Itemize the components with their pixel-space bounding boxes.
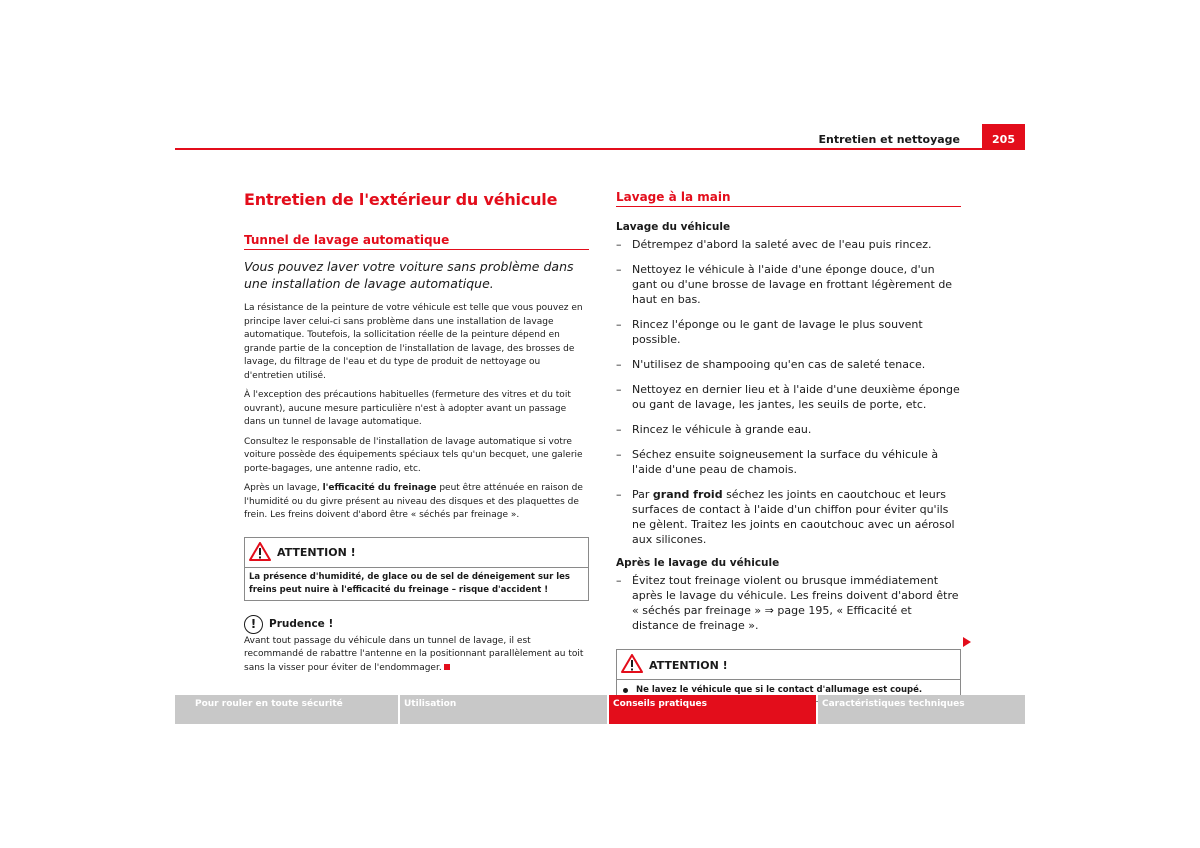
para4-bold: l'efficacité du freinage <box>322 483 437 493</box>
list-item <box>616 262 961 307</box>
continue-arrow-icon <box>963 637 971 647</box>
caution-text <box>244 635 589 676</box>
list-item <box>616 422 961 437</box>
list-item <box>616 487 961 547</box>
dash-marker: – <box>616 358 622 371</box>
dash-marker: – <box>616 383 622 396</box>
list-item-text: N'utilisez de shampooing qu'en cas de saleté tenace. <box>632 358 926 371</box>
warning-text-right-body: Ne lavez le véhicule que si le contact d'allumage est coupé. <box>636 685 923 695</box>
page-number: 205 <box>982 124 1025 150</box>
bullet-icon <box>623 688 628 693</box>
footer-nav <box>175 695 1025 724</box>
list-item-text: Nettoyez en dernier lieu et à l'aide d'une deuxième éponge ou gant de lavage, les jantes, les seuils de porte, etc. <box>632 383 960 411</box>
warning-text: La présence d'humidité, de glace ou de sel de déneigement sur les freins peut nuire à l'efficacité du freinage – risque d'accident ! <box>249 571 570 595</box>
list-item <box>616 237 961 252</box>
section-title-tunnel: Tunnel de lavage automatique <box>244 233 589 250</box>
warning-header <box>245 538 588 568</box>
caution-title: Prudence ! <box>269 618 334 630</box>
list-item-text: Évitez tout freinage violent ou brusque immédiatement après le lavage du véhicule. Les freins doivent d'abord être « séchés par freinage » ⇒ page 195, « Efficacité et distance de freinage ». <box>632 574 959 632</box>
list-item-text: Rincez le véhicule à grande eau. <box>632 423 812 436</box>
intro-text: Vous pouvez laver votre voiture sans problème dans une installation de lavage automatique. <box>244 259 574 291</box>
list-item <box>616 317 961 347</box>
paragraph-3: Consultez le responsable de l'installation de lavage automatique si votre voiture possède des équipements spéciaux tels qu'un becquet, une galerie porte-bagages, une antenne radio, etc. <box>244 436 583 474</box>
after-wash-list <box>616 573 961 633</box>
dash-marker: – <box>616 318 622 331</box>
footer-tab-practical-tips[interactable]: Conseils pratiques <box>609 695 816 724</box>
subheading-washing: Lavage du véhicule <box>616 221 731 233</box>
paragraph-1: La résistance de la peinture de votre véhicule est telle que vous pouvez en principe laver celui-ci sans problème dans une installation de lavage automatique. Toutefois, la sollicitation réelle de la peinture dépend en grande partie de la conception de l'installation de lavage, des brosses de lavage, du filtrage de l'eau et du type de produit de nettoyage ou d'entretien utilisé. <box>244 303 583 381</box>
dash-marker: – <box>616 448 622 461</box>
warning-triangle-icon <box>249 542 271 564</box>
item8-bold: grand froid <box>652 488 723 501</box>
caution-header <box>244 615 589 634</box>
footer-tab-safety[interactable]: Pour rouler en toute sécurité <box>175 695 398 724</box>
warning-title: ATTENTION ! <box>277 546 356 559</box>
list-item-text: Séchez ensuite soigneusement la surface du véhicule à l'aide d'une peau de chamois. <box>632 448 939 476</box>
caution-icon: ! <box>244 615 263 634</box>
list-item <box>616 382 961 412</box>
dash-marker: – <box>616 263 622 276</box>
list-item <box>616 447 961 477</box>
dash-marker: – <box>616 238 622 251</box>
header-rule <box>175 148 1025 150</box>
dash-marker: – <box>616 488 622 501</box>
para4-post: peut être atténuée en raison de l'humidité ou du givre présent au niveau des disques et des plaquettes de frein. Les freins doivent d'abord être « séchés par freinage ». <box>244 483 583 520</box>
footer-tab-usage[interactable]: Utilisation <box>400 695 607 724</box>
footer-tab-technical[interactable]: Caractéristiques techniques <box>818 695 1025 724</box>
paragraph-4 <box>244 482 589 523</box>
dash-marker: – <box>616 574 622 587</box>
list-item-text: Rincez l'éponge ou le gant de lavage le plus souvent possible. <box>632 318 923 346</box>
list-item <box>616 573 961 633</box>
item8-post: séchez les joints en caoutchouc et leurs surfaces de contact à l'aide d'un chiffon pour éviter qu'ils ne gèlent. Traitez les joints en caoutchouc avec un aérosol aux silicones. <box>632 488 955 546</box>
washing-steps-list <box>616 237 961 547</box>
item8-pre: Par <box>632 488 653 501</box>
list-item-text: Nettoyez le véhicule à l'aide d'une éponge douce, d'un gant ou d'une brosse de lavage en frottant légèrement de haut en bas. <box>632 263 953 306</box>
warning-triangle-icon <box>621 654 643 676</box>
paragraph-2: À l'exception des précautions habituelles (fermeture des vitres et du toit ouvrant), aucune mesure particulière n'est à adopter avant un passage dans un tunnel de lavage automatique. <box>244 390 571 427</box>
warning-box <box>244 537 589 601</box>
list-item <box>616 357 961 372</box>
section-title-hand-wash: Lavage à la main <box>616 190 961 207</box>
para4-pre: Après un lavage, <box>244 483 323 493</box>
dash-marker: – <box>616 423 622 436</box>
list-item-text: Détrempez d'abord la saleté avec de l'eau puis rincez. <box>632 238 932 251</box>
left-column <box>244 190 589 675</box>
warning-title-right: ATTENTION ! <box>649 658 728 672</box>
right-column <box>616 190 961 702</box>
page-title: Entretien de l'extérieur du véhicule <box>244 190 558 209</box>
warning-header-right <box>617 650 960 680</box>
caution-text-body: Avant tout passage du véhicule dans un tunnel de lavage, il est recommandé de rabattre l'antenne en la positionnant parallèlement au toit sans la visser pour éviter de l'endommager. <box>244 635 584 673</box>
running-header: Entretien et nettoyage <box>818 133 960 146</box>
subheading-after-wash: Après le lavage du véhicule <box>616 557 780 569</box>
section-end-marker <box>444 664 450 670</box>
